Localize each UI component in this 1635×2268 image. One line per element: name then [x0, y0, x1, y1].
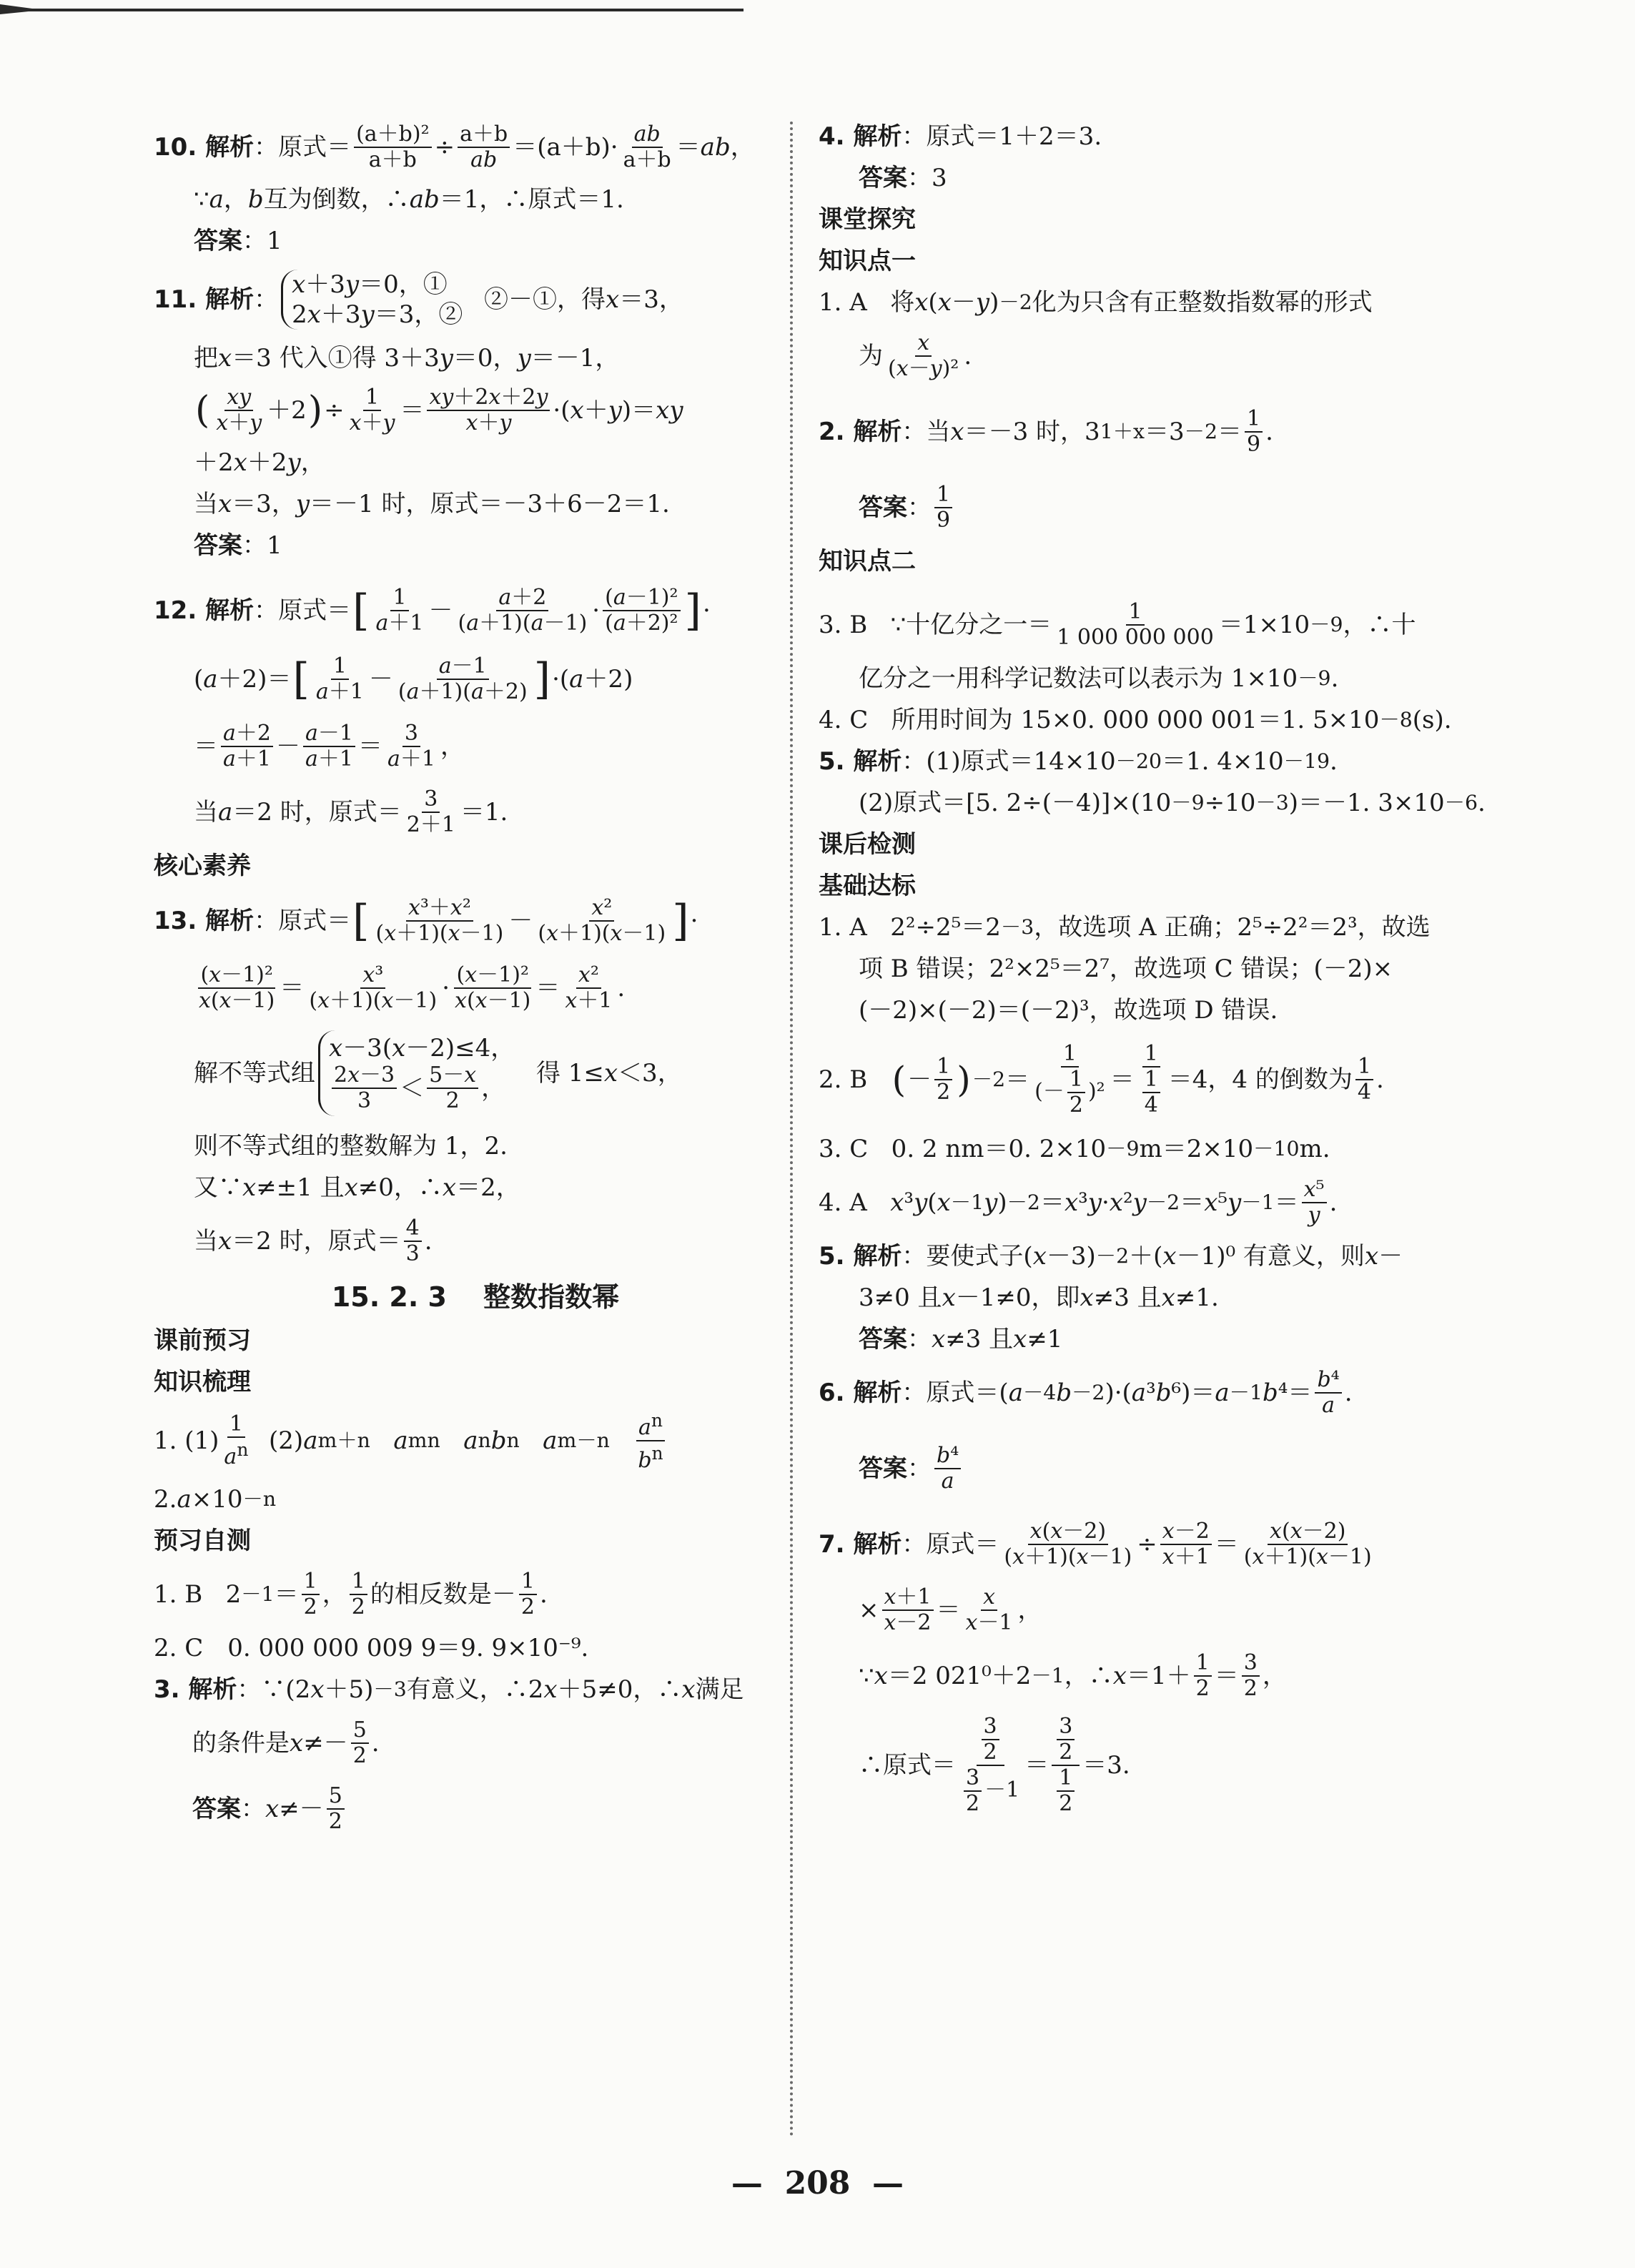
line: 把 x ＝3 代入①得 3＋3 y ＝0， y ＝－1，	[194, 344, 620, 373]
line: 11. 解析 ： x＋3y＝0，① 2x＋3y＝3，② ②－①，得 x ＝3，	[154, 270, 683, 329]
line: 1. A 将 x ( x － y ) －2 化为只含有正整数指数幂的形式	[819, 288, 1373, 317]
section-heading: 课后检测	[819, 830, 916, 859]
answer-line: 答案 ： $\frac{\text{b⁴}}{a}$	[819, 1441, 1462, 1496]
line: 又∵ x ≠±1 且 x ≠0，∴ x ＝2，	[194, 1173, 520, 1202]
line: 2. 解析 ：当 x ＝－3 时，3 1＋x ＝3 －2 ＝ $\frac{1}{9}$ .	[819, 406, 1273, 457]
answer-line: 答案 ：3	[859, 164, 947, 192]
line: 5. 解析 ：要使式子( x －3) －2 ＋( x －1)⁰ 有意义，则 x －	[819, 1242, 1403, 1271]
line: 4. 解析 ：原式＝1＋2＝3.	[819, 122, 1102, 151]
line: 13. 解析 ：原式＝ [ $\frac{\text{x³＋x²}}{(x+1)(x-1)}$ － $\frac{\text{x²}}{(x+1)(x-1)}$ ] ·	[154, 895, 698, 946]
line: 12. 解析 ：原式＝ [ $\frac{1}{a+1}$ － $\frac{a+2}{(a+1)(a-1)}$ · $\frac{\text{(a－1)²}}{\text{(a＋2)²}}$ ] ·	[154, 585, 711, 636]
line: 5. 解析 ：(1)原式＝14×10 －20 ＝1. 4×10 －19 .	[819, 747, 1338, 776]
right-column	[819, 122, 1486, 1816]
line: ∵ x ＝2 021⁰＋2 －1 ，∴ x ＝1＋ $\frac{1}{2}$ ＝ $\frac{3}{2}$ ，	[859, 1650, 1287, 1701]
line: 1. A 2²÷2⁵＝2 －3 ，故选项 A 正确；2⁵÷2²＝2³，故选	[819, 913, 1431, 942]
answer-line: 答案 ： $\frac{1}{9}$	[819, 480, 1462, 535]
section-title: 15. 2. 3 整数指数幂	[331, 1281, 620, 1313]
line: 4. C 所用时间为 15×0. 000 000 001＝1. 5×10 －8 (s).	[819, 706, 1452, 734]
line: 1. (1) $\frac{1}{a^n}$ (2) a m＋n a mn a n b n a m－n $\frac{a^n}{b^n}$	[154, 1409, 797, 1473]
line: ( a ＋2)＝ [ $\frac{1}{a+1}$ － $\frac{a-1}{(a+1)(a+2)}$ ] ·( a ＋2)	[194, 654, 633, 704]
section-heading: 知识梳理	[154, 1368, 251, 1396]
line: 项 B 错误；2²×2⁵＝2⁷，故选项 C 错误；(－2)×	[859, 955, 1393, 983]
line: 2. B ( － $\frac{1}{2}$ ) －2 ＝ 1 (－ $\frac{1}{2}$ )² ＝ $\frac{1}{\frac{1}{4}}$ ＝4，4 的倒数为 $\frac{1}{4}$ .	[819, 1041, 1384, 1118]
line: 1. B 2 －1 ＝ $\frac{1}{2}$ ， $\frac{1}{2}$ 的相反数是－ $\frac{1}{2}$ .	[154, 1569, 548, 1619]
header-rule	[29, 9, 744, 11]
line: 2. a ×10 －n	[154, 1485, 277, 1514]
line: 7. 解析 ：原式＝ $\frac{x(x-2)}{(x+1)(x-1)}$ ÷ $\frac{x-2}{x+1}$ ＝ $\frac{x(x-2)}{(x+1)(x-1)}$	[819, 1519, 1372, 1569]
line: 3. B ∵十亿分之一＝ $\frac{1}{1 000 000 000}$ ＝1×10 －9 ，∴十	[819, 599, 1416, 650]
page-number-value: 208	[784, 2165, 851, 2202]
line: 解不等式组 x－3(x－2)≤4， $\frac{2x-3}{3}$ ＜ $\frac{5-x}{2}$ ， 得 1≤x＜3，	[154, 1027, 797, 1120]
section-heading: 基础达标	[819, 872, 916, 900]
section-heading: 核心素养	[154, 852, 251, 880]
section-heading: 预习自测	[154, 1527, 251, 1555]
line: ＝ $\frac{a+2}{a+1}$ － $\frac{a-1}{a+1}$ ＝ $\frac{3}{a+1}$ ，	[194, 721, 465, 771]
line: × $\frac{x+1}{x-2}$ ＝ $\frac{x}{x-1}$ ，	[859, 1584, 1042, 1635]
line: 亿分之一用科学记数法可以表示为 1×10 －9 .	[859, 664, 1339, 693]
section-heading: 知识点一	[819, 247, 916, 275]
line: 3≠0 且 x －1≠0，即 x ≠3 且 x ≠1.	[859, 1283, 1219, 1312]
line: 4. A x ³ y ( x －1 y ) －2 ＝ x ³ y · x ² y －2 ＝ x ⁵ y －1 ＝ $\frac{\text{x⁵}}{y}$ .	[819, 1177, 1338, 1228]
line: 当 x ＝2 时，原式＝ $\frac{4}{3}$ .	[194, 1216, 433, 1266]
line: $\frac{\text{(x－1)²}}{x(x-1)}$ ＝ $\frac{\text{x³}}{(x+1)(x-1)}$ · $\frac{\text{(x－1)²}}{x(x-1)}$ ＝ $\frac{\text{x²}}{x+1}$ .	[199, 962, 626, 1013]
line: 的条件是 x ≠－ $\frac{5}{2}$ .	[192, 1717, 380, 1768]
line: 当 a ＝2 时，原式＝ $\frac{3}{2+1}$ ＝1.	[194, 787, 508, 837]
line: 3. C 0. 2 nm＝0. 2×10 －9 m＝2×10 －10 m.	[819, 1135, 1330, 1163]
line: ∵ a ， b 互为倒数，∴ ab ＝1，∴原式＝1.	[194, 185, 624, 214]
equation-system: x＋3y＝0，① 2x＋3y＝3，②	[281, 270, 463, 330]
line: 3. 解析 ：∵(2 x ＋5) －3 有意义，∴2 x ＋5≠0，∴ x 满足	[154, 1675, 744, 1704]
answer-line: 答案 ：1	[194, 227, 282, 255]
line: ∴原式＝ $\frac{3}{2}$ $\frac{3}{2}$ －1 ＝ $\frac{\frac{3}{2}}{\frac{1}{2}}$ ＝3.	[859, 1714, 1130, 1816]
left-column	[154, 122, 797, 1836]
line: ( $\frac{xy}{x+y}$ ＋2 ) ÷ $\frac{1}{x+y}$ ＝ $\frac{xy+2x+2y}{x+y}$ ·( x ＋ y )＝ xy	[195, 385, 683, 435]
section-heading: 知识点二	[819, 547, 916, 576]
answer-line: 答案 ：1	[194, 531, 282, 560]
line: 为 $\frac{x}{\text{(x－y)²}}$ .	[859, 330, 972, 381]
section-heading: 课前预习	[154, 1326, 251, 1355]
line: 2. C 0. 000 000 009 9＝9. 9×10⁻⁹.	[154, 1634, 589, 1662]
line: 当 x ＝3， y ＝－1 时，原式＝－3＋6－2＝1.	[194, 490, 670, 518]
line: 10. 解析 ：原式＝ $\frac{\text{(a＋b)²}}{a+b}$ ÷ $\frac{a+b}{ab}$ ＝(a＋b)· $\frac{ab}{a+b}$ ＝ ab ，	[154, 122, 755, 172]
line: (－2)×(－2)＝(－2)³，故选项 D 错误.	[859, 996, 1278, 1025]
line: (2)原式＝[5. 2÷(－4)]×(10 －9 ÷10 －3 )＝－1. 3×10 －6 .	[859, 789, 1486, 817]
answer-line: 答案 ： x ≠3 且 x ≠1	[859, 1325, 1063, 1354]
section-heading: 课堂探究	[819, 205, 916, 234]
page-number: — 208 —	[731, 2165, 904, 2202]
line: ＋2 x ＋2 y ，	[194, 448, 325, 477]
line: 6. 解析 ：原式＝( a －4 b －2 )·( a ³ b ⁶)＝ a －1 b ⁴＝ $\frac{\text{b⁴}}{a}$ .	[819, 1367, 1353, 1418]
answer-line: 答案 ： x ≠－ $\frac{5}{2}$	[154, 1782, 797, 1836]
line: 则不等式组的整数解为 1，2.	[194, 1132, 508, 1160]
inequality-system: x－3(x－2)≤4， $\frac{2x-3}{3}$ ＜ $\frac{5-x}{2}$ ，	[318, 1030, 515, 1116]
